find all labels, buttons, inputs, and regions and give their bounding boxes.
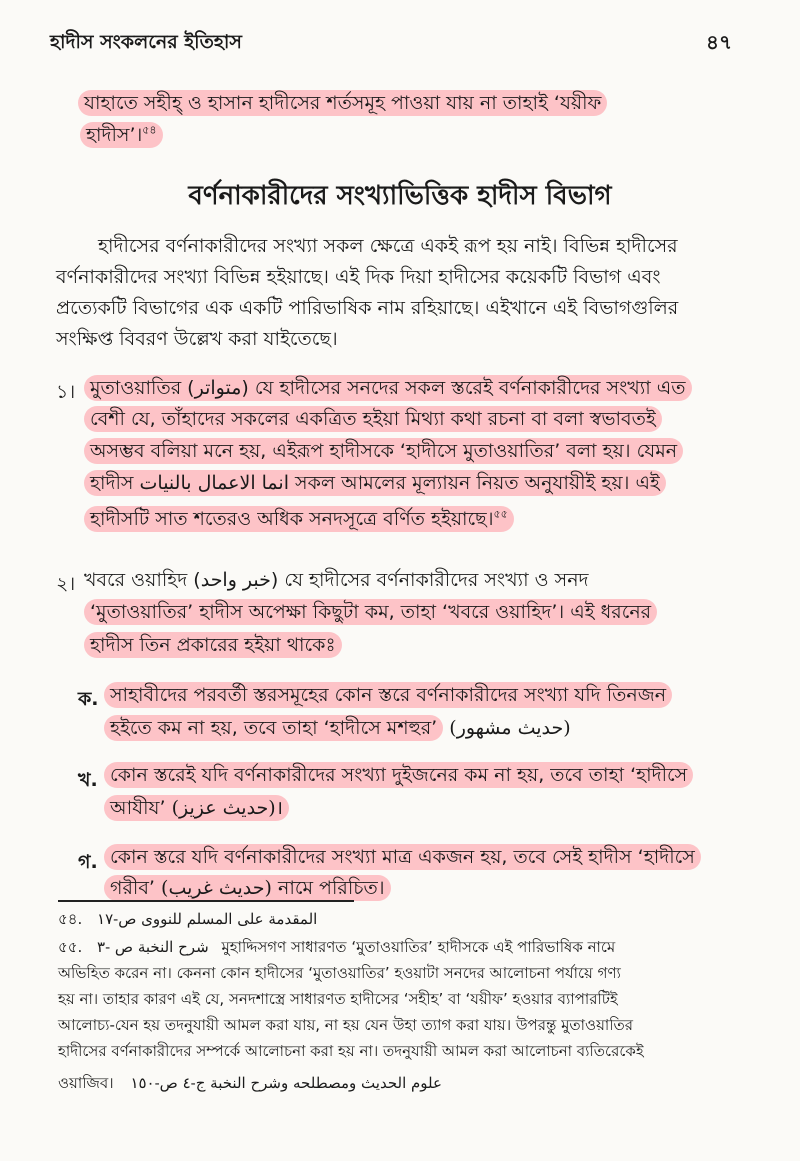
item-2-line-1: খবরে ওয়াহিদ (خبر واحد) যে হাদীসের বর্ণনাকারীদের সংখ্যা ও সনদ [84,569,589,591]
sub-item-b-line-2 [104,793,289,823]
intro-line-1-text: যাহাতে সহীহ্ ও হাসান হাদীসের শর্তসমূহ পাওয়া যায় না তাহাই ‘যয়ীফ [78,90,607,116]
footnote-55-line-5: হাদীসের বর্ণনাকারীদের সম্পর্কে আলোচনা করা হয় না। তদনুযায়ী আমল করা আলোচনা ব্যতিরেকেই [58,1042,644,1060]
item-1-line-2-text: বেশী যে, তাঁহাদের সকলের একত্রিত হইয়া মিথ্যা কথা রচনা বা বলা স্বভাবতই [84,406,662,432]
arabic-term: (حديث عزيز) [171,797,276,819]
footnote-54-number: ৫৪. [58,910,83,928]
intro-line-1 [78,88,607,118]
sub-item-a-marker: ক. [78,688,99,710]
item-1-line-5 [84,500,514,534]
running-header-title: হাদীস সংকলনের ইতিহাস [50,31,242,53]
page-number: ৪৭ [706,30,732,54]
sub-item-a-line-2 [104,713,571,743]
item-2-line-3-text: হাদীস তিন প্রকারের হইয়া থাকেঃ [84,632,342,658]
arabic-phrase: خبر واحد [200,569,271,591]
footnote-54-ref: المقدمة على المسلم للنووى ص-١٧ [97,910,318,928]
para-line-1: হাদীসের বর্ণনাকারীদের সংখ্যা সকল ক্ষেত্রে একই রূপ হয় নাই। বিভিন্ন হাদীসের [98,235,678,257]
footnote-55-text-6: ওয়াজিব। [58,1074,114,1092]
sub-item-b-marker: খ. [78,769,98,791]
footnote-55-line-4: আলোচ্য-যেন হয় তদনুযায়ী আমল করা যায়, না হয় যেন উহা ত্যাগ করা যায়। উপরন্তু মুতাওয়াতির [58,1016,634,1034]
sub-item-b-line-1-text: কোন স্তরেই যদি বর্ণনাকারীদের সংখ্যা দুইজনের কম না হয়, তবে তাহা ‘হাদীসে [104,762,693,788]
footnote-55-ref-2: علوم الحديث ومصطلحه وشرح النخبة ج-٤ ص-١٥٠ [130,1074,442,1092]
sub-item-b-line-1 [104,760,693,790]
sub-item-a-line-1-text: সাহাবীদের পরবর্তী স্তরসমূহের কোন স্তরে বর্ণনাকারীদের সংখ্যা যদি তিনজন [104,682,672,708]
footnote-55-line-1 [58,934,615,960]
intro-line-2 [80,116,163,150]
sub-item-b-line-2-text: আযীয’ (حديث عزيز)। [104,795,289,821]
item-2-number: ২। [56,573,76,595]
item-1-line-1-text: মুতাওয়াতির (متواتر) যে হাদীসের সনদের সকল স্তরেই বর্ণনাকারীদের সংখ্যা এত [84,375,692,401]
sub-item-c-marker: গ. [78,851,98,873]
sub-item-a-line-2-text: হইতে কম না হয়, তবে তাহা ‘হাদীসে মশহুর’ [104,715,443,741]
footnote-55-line-2: অভিহিত করেন না। কেননা কোন হাদীসের ‘মুতাওয়াতির’ হওয়াটা সনদের আলোচনা পর্যায়ে গণ্য [58,964,621,982]
item-2-line-3 [84,630,342,660]
footnote-ref-55[interactable]: ৫৫ [493,508,508,521]
para-line-4: সংক্ষিপ্ত বিবরণ উল্লেখ করা যাইতেছে। [56,328,338,350]
intro-line-2-text: হাদীস’।$^{৫৪}$ [80,122,163,148]
footnote-55-ref: شرح النخبة ص -٣ [97,938,209,956]
sub-item-c-line-1-text: কোন স্তরে যদি বর্ণনাকারীদের সংখ্যা মাত্র একজন হয়, তবে সেই হাদীস ‘হাদীসে [104,844,701,870]
arabic-phrase: انما الاعمال بالنيات [139,472,289,494]
item-1-line-5-text: হাদীসটি সাত শতেরও অধিক সনদসূত্রে বর্ণিত হইয়াছে।$^{৫৫}$ [84,506,514,532]
footnote-55-line-3: হয় না। তাহার কারণ এই যে, সনদশাস্ত্রে সাধারণত হাদীসের ‘সহীহ’ বা ‘যয়ীফ’ হওয়ার ব্যাপারটিই [58,990,618,1008]
sub-item-c-line-2-text: গরীব’ (حديث غريب) নামে পরিচিত। [104,875,391,901]
para-line-3: প্রত্যেকটি বিভাগের এক একটি পারিভাষিক নাম রহিয়াছে। এইখানে এই বিভাগগুলির [56,297,679,319]
arabic-term: (حديث غريب) [161,877,272,899]
item-1-line-3-text: অসম্ভব বলিয়া মনে হয়, এইরূপ হাদীসকে ‘হাদীসে মুতাওয়াতির’ বলা হয়। যেমন [84,438,683,464]
sub-item-c-line-1 [104,842,701,872]
item-2-line-2 [84,597,657,627]
item-1-line-2 [84,404,662,434]
footnote-ref-54[interactable]: ৫৪ [142,124,157,137]
footnote-55-line-6 [58,1070,442,1096]
sub-item-a-line-1 [104,680,672,710]
sub-item-c-line-2 [104,873,391,903]
footnote-54 [58,906,317,932]
footnote-55-text-1: মুহাদ্দিসগণ সাধারণত ‘মুতাওয়াতির’ হাদীসকে এই পারিভাষিক নামে [221,938,616,956]
item-1-line-4-text: হাদীস انما الاعمال بالنيات সকল আমলের মূল্যায়ন নিয়ত অনুযায়ীই হয়। এই [84,470,666,496]
para-line-2: বর্ণনাকারীদের সংখ্যা বিভিন্ন হইয়াছে। এই দিক দিয়া হাদীসের কয়েকটি বিভাগ এবং [56,266,661,288]
item-1-line-3 [84,436,683,466]
item-1-line-1 [84,373,692,403]
section-heading: বর্ণনাকারীদের সংখ্যাভিত্তিক হাদীস বিভাগ [188,181,612,211]
item-1-number: ১। [56,381,76,403]
footnote-55-number: ৫৫. [58,938,83,956]
footnote-divider [58,900,354,902]
item-2-line-2-text: ‘মুতাওয়াতির’ হাদীস অপেক্ষা কিছুটা কম, তাহা ‘খবরে ওয়াহিদ’। এই ধরনের [84,599,657,625]
item-1-line-4 [84,468,666,498]
arabic-term: (حديث مشهور) [449,717,571,739]
running-header [50,28,750,68]
